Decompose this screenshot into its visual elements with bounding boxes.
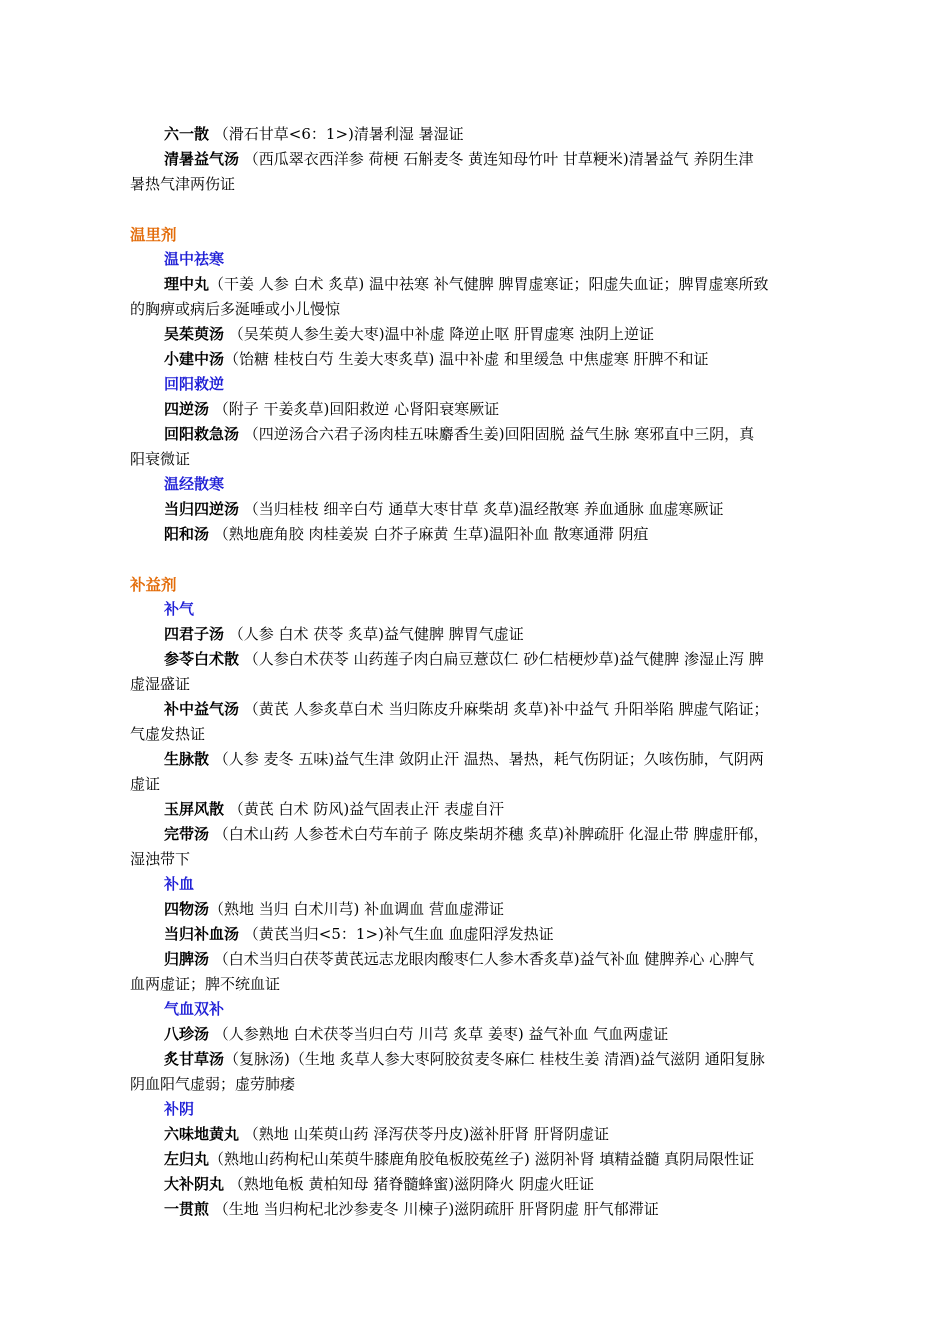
formula-description: （西瓜翠衣西洋参 荷梗 石斛麦冬 黄连知母竹叶 甘草粳米)清暑益气 养阴生津	[239, 150, 754, 168]
formula-description: （当归桂枝 细辛白芍 通草大枣甘草 炙草)温经散寒 养血通脉 血虚寒厥证	[239, 500, 724, 518]
formula-entry	[130, 322, 882, 347]
formula-entry	[130, 1147, 882, 1172]
continuation-line: 虚证	[130, 775, 161, 793]
formula-description: （四逆汤合六君子汤肉桂五味麝香生姜)回阳固脱 益气生脉 寒邪直中三阴，真	[239, 425, 755, 443]
subcategory-heading: 温中祛寒	[164, 250, 225, 268]
subcategory-heading: 回阳救逆	[164, 375, 225, 393]
formula-name: 理中丸	[164, 275, 210, 293]
formula-entry	[130, 797, 882, 822]
formula-entry	[130, 497, 882, 522]
formula-entry	[130, 1122, 882, 1147]
formula-entry	[130, 122, 882, 147]
formula-name: 生脉散	[164, 750, 210, 768]
formula-entry	[130, 1047, 882, 1072]
formula-description: （熟地 当归 白术川芎) 补血调血 营血虚滞证	[209, 900, 504, 918]
formula-name: 补中益气汤	[164, 700, 240, 718]
formula-entry	[130, 422, 882, 447]
formula-entry	[130, 897, 882, 922]
formula-entry	[130, 397, 882, 422]
formula-name: 清暑益气汤	[164, 150, 240, 168]
continuation-line: 暑热气津两伤证	[130, 175, 236, 193]
formula-entry	[130, 147, 882, 172]
formula-description: （人参熟地 白术茯苓当归白芍 川芎 炙草 姜枣) 益气补血 气血两虚证	[209, 1025, 669, 1043]
subcategory-heading: 气血双补	[164, 1000, 225, 1018]
formula-name: 阳和汤	[164, 525, 210, 543]
formula-name: 当归四逆汤	[164, 500, 240, 518]
formula-name: 八珍汤	[164, 1025, 210, 1043]
formula-description: （白术当归白茯苓黄芪远志龙眼肉酸枣仁人参木香炙草)益气补血 健脾养心 心脾气	[209, 950, 755, 968]
formula-name: 四君子汤	[164, 625, 225, 643]
formula-description: （人参 白术 茯苓 炙草)益气健脾 脾胃气虚证	[224, 625, 524, 643]
formula-description: （人参 麦冬 五味)益气生津 敛阴止汗 温热、暑热，耗气伤阴证；久咳伤肺，气阴两	[209, 750, 764, 768]
formula-description: （附子 干姜炙草)回阳救逆 心肾阳衰寒厥证	[209, 400, 500, 418]
formula-entry	[130, 347, 882, 372]
subcategory-heading: 补气	[164, 600, 195, 618]
formula-entry	[130, 522, 882, 547]
subcategory-heading: 补阴	[164, 1100, 195, 1118]
subcategory-heading: 温经散寒	[164, 475, 225, 493]
formula-description: （饴糖 桂枝白芍 生姜大枣炙草) 温中补虚 和里缓急 中焦虚寒 肝脾不和证	[224, 350, 709, 368]
formula-entry	[130, 947, 882, 972]
formula-description: （熟地 山茱萸山药 泽泻茯苓丹皮)滋补肝肾 肝肾阴虚证	[239, 1125, 609, 1143]
continuation-line: 虚湿盛证	[130, 675, 191, 693]
formula-name: 吴茱萸汤	[164, 325, 225, 343]
formula-entry	[130, 697, 882, 722]
formula-name: 玉屏风散	[164, 800, 225, 818]
formula-description: （黄芪 人参炙草白术 当归陈皮升麻柴胡 炙草)补中益气 升阳举陷 脾虚气陷证；	[239, 700, 769, 718]
continuation-line: 的胸痹或病后多涎唾或小儿慢惊	[130, 300, 341, 318]
continuation-line: 气虚发热证	[130, 725, 206, 743]
formula-description: （熟地山药枸杞山茱萸牛膝鹿角胶龟板胶菟丝子) 滋阴补肾 填精益髓 真阴局限性证	[209, 1150, 755, 1168]
formula-name: 一贯煎	[164, 1200, 210, 1218]
category-heading: 补益剂	[130, 575, 177, 594]
formula-name: 回阳救急汤	[164, 425, 240, 443]
category-heading: 温里剂	[130, 225, 177, 244]
formula-name: 左归丸	[164, 1150, 210, 1168]
formula-name: 小建中汤	[164, 350, 225, 368]
formula-description: （生地 当归枸杞北沙参麦冬 川楝子)滋阴疏肝 肝肾阴虚 肝气郁滞证	[209, 1200, 659, 1218]
formula-entry	[130, 747, 882, 772]
formula-name: 参苓白术散	[164, 650, 240, 668]
formula-name: 六味地黄丸	[164, 1125, 240, 1143]
formula-entry	[130, 1022, 882, 1047]
formula-description: （人参白术茯苓 山药莲子肉白扁豆薏苡仁 砂仁桔梗炒草)益气健脾 渗湿止泻 脾	[239, 650, 764, 668]
formula-description: （黄芪当归<5：1>)补气生血 血虚阳浮发热证	[239, 925, 554, 943]
formula-name: 炙甘草汤	[164, 1050, 225, 1068]
formula-description: （滑石甘草<6：1>)清暑利湿 暑湿证	[209, 125, 464, 143]
continuation-line: 湿浊带下	[130, 850, 191, 868]
formula-entry	[130, 822, 882, 847]
formula-description: （黄芪 白术 防风)益气固表止汗 表虚自汗	[224, 800, 504, 818]
formula-entry	[130, 1197, 882, 1222]
subcategory-heading: 补血	[164, 875, 195, 893]
formula-name: 当归补血汤	[164, 925, 240, 943]
formula-entry	[130, 622, 882, 647]
formula-description: （吴茱萸人参生姜大枣)温中补虚 降逆止呕 肝胃虚寒 浊阴上逆证	[224, 325, 654, 343]
formula-name: 四物汤	[164, 900, 210, 918]
formula-entry	[130, 922, 882, 947]
formula-name: 大补阴丸	[164, 1175, 225, 1193]
formula-description: （复脉汤)（生地 炙草人参大枣阿胶贫麦冬麻仁 桂枝生姜 清酒)益气滋阴 通阳复脉	[224, 1050, 765, 1068]
formula-name: 完带汤	[164, 825, 210, 843]
formula-description: （熟地龟板 黄柏知母 猪脊髓蜂蜜)滋阴降火 阴虚火旺证	[224, 1175, 594, 1193]
formula-name: 六一散	[164, 125, 210, 143]
formula-description: （干姜 人参 白术 炙草) 温中祛寒 补气健脾 脾胃虚寒证；阳虚失血证；脾胃虚寒所致	[209, 275, 769, 293]
continuation-line: 阴血阳气虚弱；虚劳肺痿	[130, 1075, 296, 1093]
formula-description: （白术山药 人参苍术白芍车前子 陈皮柴胡芥穗 炙草)补脾疏肝 化湿止带 脾虚肝郁，	[209, 825, 769, 843]
formula-description: （熟地鹿角胶 肉桂姜炭 白芥子麻黄 生草)温阳补血 散寒通滞 阴疽	[209, 525, 649, 543]
formula-name: 归脾汤	[164, 950, 210, 968]
formula-entry	[130, 272, 882, 297]
continuation-line: 阳衰微证	[130, 450, 191, 468]
formula-entry	[130, 1172, 882, 1197]
continuation-line: 血两虚证；脾不统血证	[130, 975, 281, 993]
formula-name: 四逆汤	[164, 400, 210, 418]
formula-entry	[130, 647, 882, 672]
